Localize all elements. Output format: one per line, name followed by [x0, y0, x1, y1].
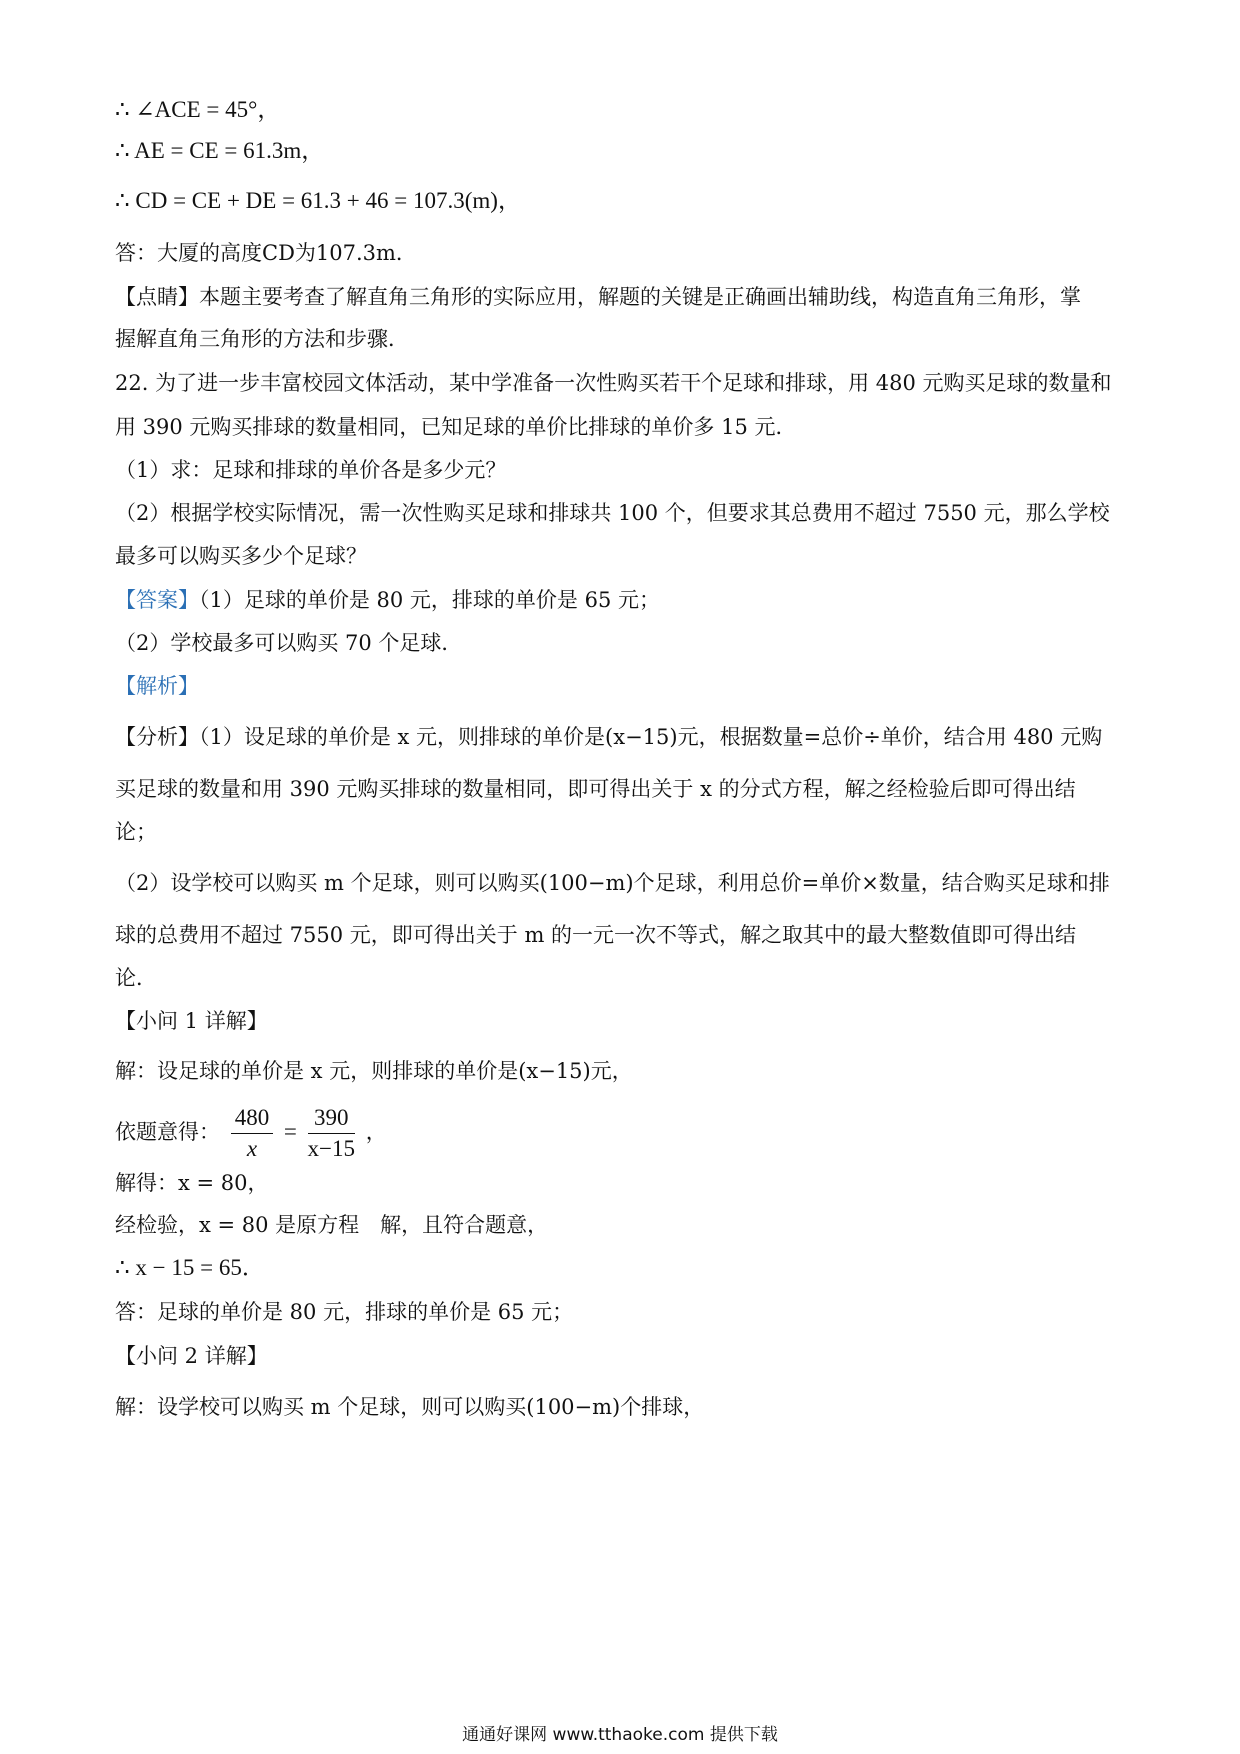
line-angle-ace: ∴ ∠ACE = 45°，: [115, 97, 281, 122]
question-part-2-line-2: 最多可以购买多少个足球？: [115, 544, 367, 568]
line-answer-height: 答：大厦的高度CD为107.3m．: [115, 241, 417, 265]
subquestion-2-heading: 【小问 2 详解】: [115, 1344, 268, 1368]
equation-prefix: 依题意得：: [115, 1120, 220, 1144]
equals-sign: =: [283, 1119, 297, 1144]
analysis-line-2: 买足球的数量和用 390 元购买排球的数量相同，即可得出关于 x 的分式方程，解之经检验后即可得出结: [115, 777, 1076, 801]
equation-suffix: ，: [365, 1120, 387, 1144]
solution-1-derived: ∴ x − 15 = 65．: [115, 1255, 265, 1280]
analysis-line-6: 论．: [115, 966, 157, 990]
line-comment-2: 握解直角三角形的方法和步骤．: [115, 327, 409, 351]
analysis-line-5: 球的总费用不超过 7550 元，即可得出关于 m 的一元一次不等式，解之取其中的最大整数值即可得出结: [115, 923, 1077, 947]
fraction-1-denominator: x: [246, 1136, 258, 1161]
solution-1-check: 经检验，x = 80 是原方程 解，且符合题意，: [115, 1213, 549, 1237]
analysis-line-1: 【分析】（1）设足球的单价是 x 元，则排球的单价是(x−15)元，根据数量=总价÷单价，结合用 480 元购: [115, 725, 1103, 749]
fraction-2-denominator: x−15: [307, 1136, 356, 1161]
answer-line-1: [115, 585, 660, 615]
answer-text-1: （1）足球的单价是 80 元，排球的单价是 65 元；: [199, 588, 661, 612]
question-part-2-line-1: （2）根据学校实际情况，需一次性购买足球和排球共 100 个，但要求其总费用不超过 7550 元，那么学校: [115, 501, 1110, 525]
question-22-line-2: 用 390 元购买排球的数量相同，已知足球的单价比排球的单价多 15 元．: [115, 415, 797, 439]
answer-tag: 【答案】: [115, 588, 199, 612]
analysis-line-3: 论；: [115, 820, 157, 844]
line-comment-1: 【点睛】本题主要考查了解直角三角形的实际应用，解题的关键是正确画出辅助线，构造直角三角形，掌: [115, 285, 1081, 309]
line-ae-ce: ∴ AE = CE = 61.3m，: [115, 138, 325, 163]
solution-1-result: 解得：x = 80，: [115, 1171, 269, 1195]
subquestion-1-heading: 【小问 1 详解】: [115, 1009, 268, 1033]
answer-line-2: （2）学校最多可以购买 70 个足球．: [115, 631, 463, 655]
fraction-390-x-15: [308, 1103, 355, 1164]
fraction-480-x: [231, 1103, 274, 1164]
equation-line: [115, 1103, 387, 1164]
solution-1-answer: 答：足球的单价是 80 元，排球的单价是 65 元；: [115, 1300, 574, 1324]
question-part-1: （1）求：足球和排球的单价各是多少元？: [115, 458, 507, 482]
fraction-1-numerator: 480: [231, 1103, 274, 1134]
fraction-2-numerator: 390: [308, 1103, 355, 1134]
analysis-line-4: （2）设学校可以购买 m 个足球，则可以购买(100−m)个足球，利用总价=单价×数量，结合购买足球和排: [115, 871, 1110, 895]
solution-1-line-1: 解：设足球的单价是 x 元，则排球的单价是(x−15)元，: [115, 1059, 633, 1083]
footer-source: 通通好课网 www.tthaoke.com 提供下载: [462, 1725, 778, 1745]
solution-2-line-1: 解：设学校可以购买 m 个足球，则可以购买(100−m)个排球，: [115, 1395, 705, 1419]
question-22-line-1: 22. 为了进一步丰富校园文体活动，某中学准备一次性购买若干个足球和排球，用 480 元购买足球的数量和: [115, 371, 1112, 395]
analysis-heading: 【解析】: [115, 674, 199, 698]
line-cd-calc: ∴ CD = CE + DE = 61.3 + 46 = 107.3(m)，: [115, 188, 521, 213]
